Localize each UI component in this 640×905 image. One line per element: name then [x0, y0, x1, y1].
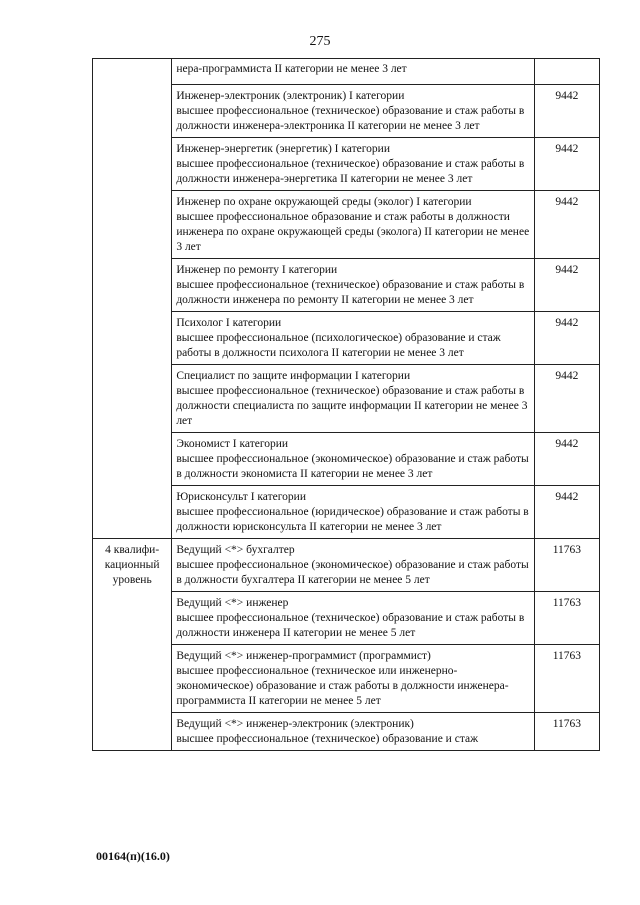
salary-cell: 11763: [534, 713, 599, 751]
salary-cell: 9442: [534, 433, 599, 486]
position-requirements: высшее профессиональное (техническое) образование и стаж работы в должности инженера-электроника II категории не менее 3 лет: [176, 105, 525, 132]
position-requirements: высшее профессиональное (техническое) образование и стаж работы в должности инженера по ремонту II категории не менее 3 лет: [176, 279, 525, 306]
position-title: Юрисконсульт I категории: [176, 491, 306, 503]
salary-cell: 11763: [534, 592, 599, 645]
position-title: Ведущий <*> инженер-программист (программист): [176, 650, 431, 662]
position-cell: [172, 433, 534, 486]
position-requirements: высшее профессиональное (техническое) образование и стаж работы в должности инженера II категории не менее 5 лет: [176, 612, 525, 639]
salary-cell: [534, 59, 599, 85]
table-row: [93, 539, 600, 592]
document-code: 00164(п)(16.0): [96, 849, 170, 863]
position-title: Ведущий <*> бухгалтер: [176, 544, 295, 556]
position-cell: [172, 138, 534, 191]
salary-cell: 9442: [534, 138, 599, 191]
level-cell: [93, 59, 172, 539]
position-cell: [172, 85, 534, 138]
position-title: Инженер-энергетик (энергетик) I категории: [176, 143, 390, 155]
position-title: Ведущий <*> инженер: [176, 597, 289, 609]
position-title: Инженер-электроник (электроник) I категории: [176, 90, 405, 102]
position-cell: [172, 713, 534, 751]
position-cell: [172, 539, 534, 592]
salary-cell: 9442: [534, 365, 599, 433]
position-requirements: высшее профессиональное (техническое) образование и стаж: [176, 733, 479, 745]
page-number: 275: [309, 34, 331, 49]
position-requirements: высшее профессиональное (экономическое) образование и стаж работы в должности бухгалтера II категории не менее 5 лет: [176, 559, 529, 586]
position-requirements: высшее профессиональное (экономическое) образование и стаж работы в должности экономиста II категории не менее 3 лет: [176, 453, 529, 480]
position-requirements: высшее профессиональное (техническое) образование и стаж работы в должности специалиста по защите информации II категории не менее 3 лет: [176, 385, 528, 427]
position-requirements: высшее профессиональное (техническое или инженерно-экономическое) образование и стаж работы в должности инженера-программиста II категории не менее 5 лет: [176, 665, 509, 707]
position-requirements: высшее профессиональное (техническое) образование и стаж работы в должности инженера-энергетика II категории не менее 3 лет: [176, 158, 525, 185]
salary-cell: 9442: [534, 486, 599, 539]
position-cell: [172, 191, 534, 259]
salary-cell: 9442: [534, 85, 599, 138]
position-title: Экономист I категории: [176, 438, 289, 450]
position-requirements: высшее профессиональное (юридическое) образование и стаж работы в должности юрисконсульта II категории не менее 3 лет: [176, 506, 529, 533]
position-cell: [172, 259, 534, 312]
level-cell: 4 квалифи-кационный уровень: [93, 539, 172, 751]
qualification-table: [92, 58, 600, 751]
table-row: [93, 59, 600, 85]
position-cell: [172, 365, 534, 433]
position-title: Ведущий <*> инженер-электроник (электроник): [176, 718, 414, 730]
position-cell: [172, 486, 534, 539]
salary-cell: 11763: [534, 645, 599, 713]
position-requirements: нера-программиста II категории не менее 3 лет: [176, 63, 407, 75]
salary-cell: 9442: [534, 259, 599, 312]
position-cell: [172, 59, 534, 85]
position-title: Инженер по ремонту I категории: [176, 264, 338, 276]
position-cell: [172, 312, 534, 365]
salary-cell: 9442: [534, 312, 599, 365]
salary-cell: 9442: [534, 191, 599, 259]
position-title: Психолог I категории: [176, 317, 282, 329]
position-requirements: высшее профессиональное образование и стаж работы в должности инженера по охране окружающей среды (эколога) II категории не менее 3 лет: [176, 211, 530, 253]
salary-cell: 11763: [534, 539, 599, 592]
position-title: Инженер по охране окружающей среды (эколог) I категории: [176, 196, 472, 208]
position-cell: [172, 645, 534, 713]
position-cell: [172, 592, 534, 645]
position-title: Специалист по защите информации I категории: [176, 370, 411, 382]
position-requirements: высшее профессиональное (психологическое) образование и стаж работы в должности психолога II категории не менее 3 лет: [176, 332, 501, 359]
